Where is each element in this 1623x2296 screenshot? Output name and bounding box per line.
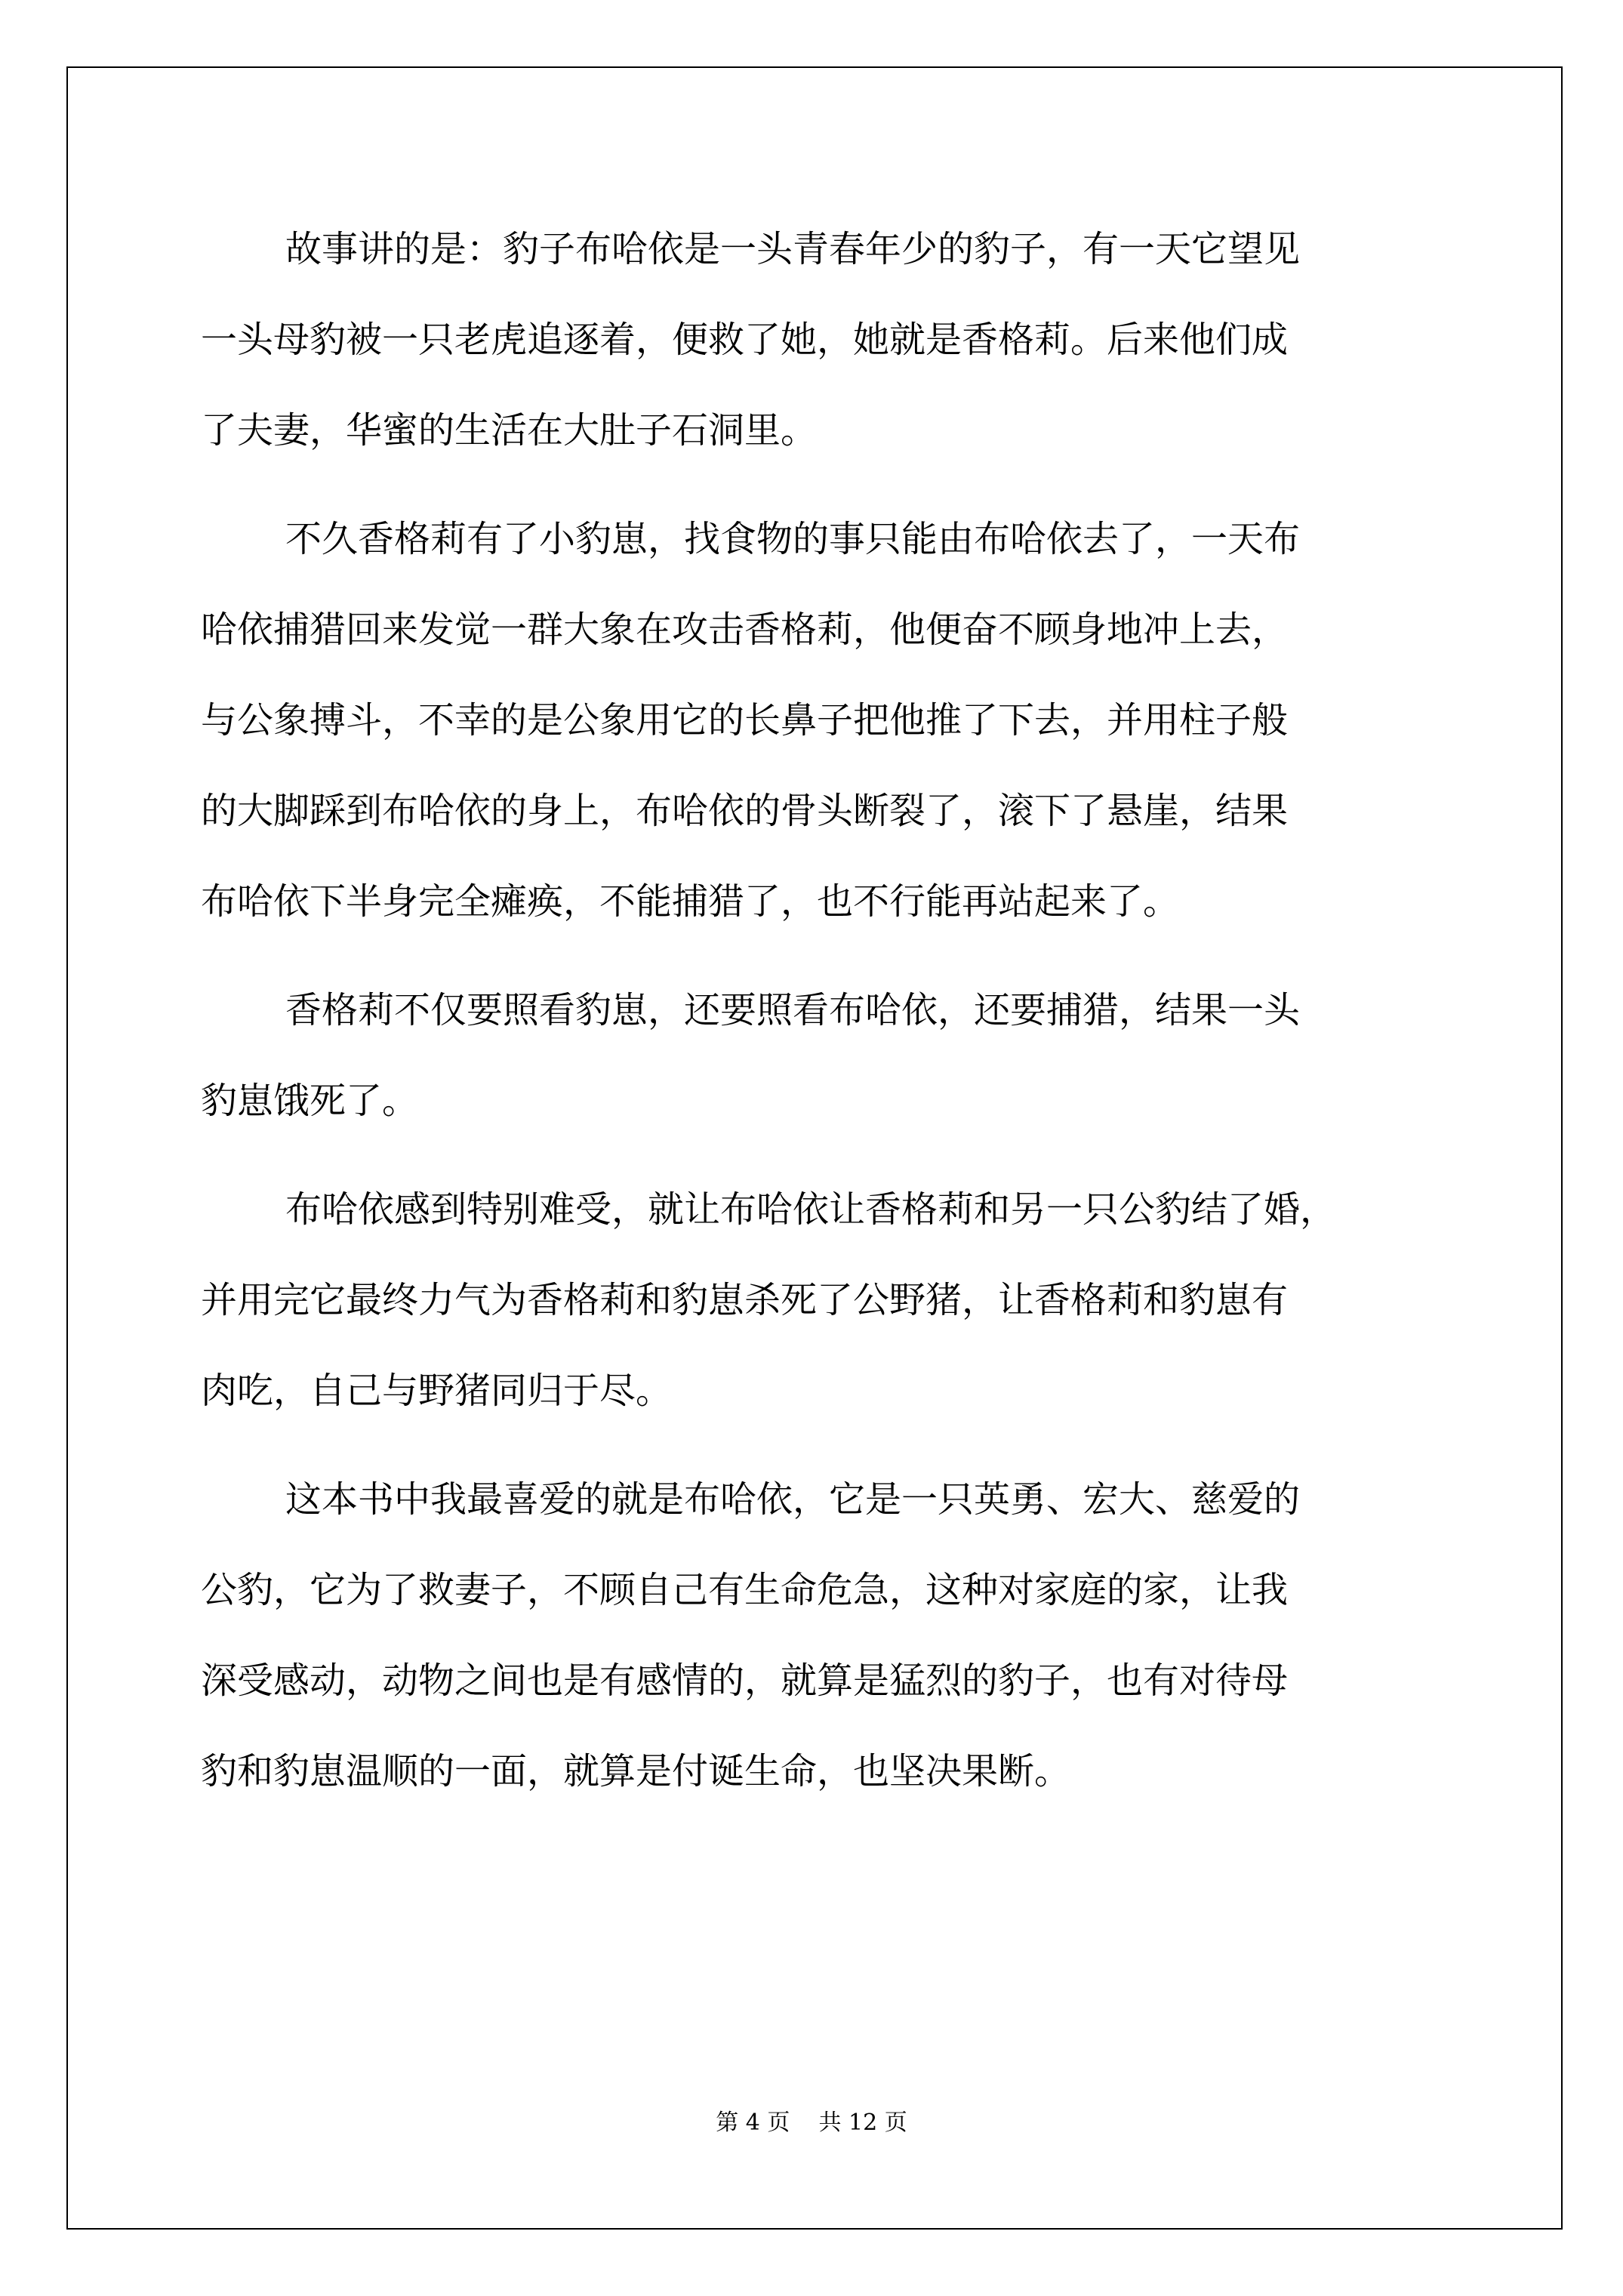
text-line: 香格莉不仅要照看豹崽，还要照看布哈依，还要捕猎，结果一头 bbox=[285, 989, 1301, 1031]
text-line: 布哈依下半身完全瘫痪，不能捕猎了，也不行能再站起来了。 bbox=[201, 880, 1180, 923]
text-line: 一头母豹被一只老虎追逐着，便救了她，她就是香格莉。后来他们成 bbox=[201, 319, 1289, 361]
text-line: 公豹，它为了救妻子，不顾自己有生命危急，这种对家庭的家，让我 bbox=[201, 1569, 1289, 1611]
text-line: 肉吃，自己与野猪同归于尽。 bbox=[201, 1370, 673, 1412]
text-line: 布哈依感到特别难受，就让布哈依让香格莉和另一只公豹结了婚， bbox=[285, 1188, 1337, 1231]
text-line: 的大脚踩到布哈依的身上，布哈依的骨头断裂了，滚下了悬崖，结果 bbox=[201, 790, 1289, 832]
page-number-footer: 第 4 页 共 12 页 bbox=[716, 2110, 907, 2136]
document-body bbox=[201, 204, 1433, 1835]
text-line: 了夫妻，华蜜的生活在大肚子石洞里。 bbox=[201, 409, 818, 451]
text-line: 哈依捕猎回来发觉一群大象在攻击香格莉，他便奋不顾身地冲上去， bbox=[201, 609, 1289, 651]
text-line: 与公象搏斗，不幸的是公象用它的长鼻子把他推了下去，并用柱子般 bbox=[201, 699, 1289, 741]
paragraph-3 bbox=[201, 965, 1433, 1146]
text-line: 深受感动，动物之间也是有感情的，就算是猛烈的豹子，也有对待母 bbox=[201, 1660, 1289, 1702]
paragraph-2 bbox=[201, 494, 1433, 947]
text-line: 豹崽饿死了。 bbox=[201, 1080, 419, 1122]
paragraph-5 bbox=[201, 1454, 1433, 1817]
text-line: 并用完它最终力气为香格莉和豹崽杀死了公野猪，让香格莉和豹崽有 bbox=[201, 1279, 1289, 1321]
text-line: 这本书中我最喜爱的就是布哈依，它是一只英勇、宏大、慈爱的 bbox=[285, 1478, 1301, 1521]
paragraph-4 bbox=[201, 1164, 1433, 1436]
text-line: 不久香格莉有了小豹崽，找食物的事只能由布哈依去了，一天布 bbox=[285, 518, 1301, 560]
paragraph-1 bbox=[201, 204, 1433, 476]
text-line: 豹和豹崽温顺的一面，就算是付诞生命，也坚决果断。 bbox=[201, 1750, 1071, 1792]
text-line: 故事讲的是：豹子布哈依是一头青春年少的豹子，有一天它望见 bbox=[285, 228, 1301, 270]
